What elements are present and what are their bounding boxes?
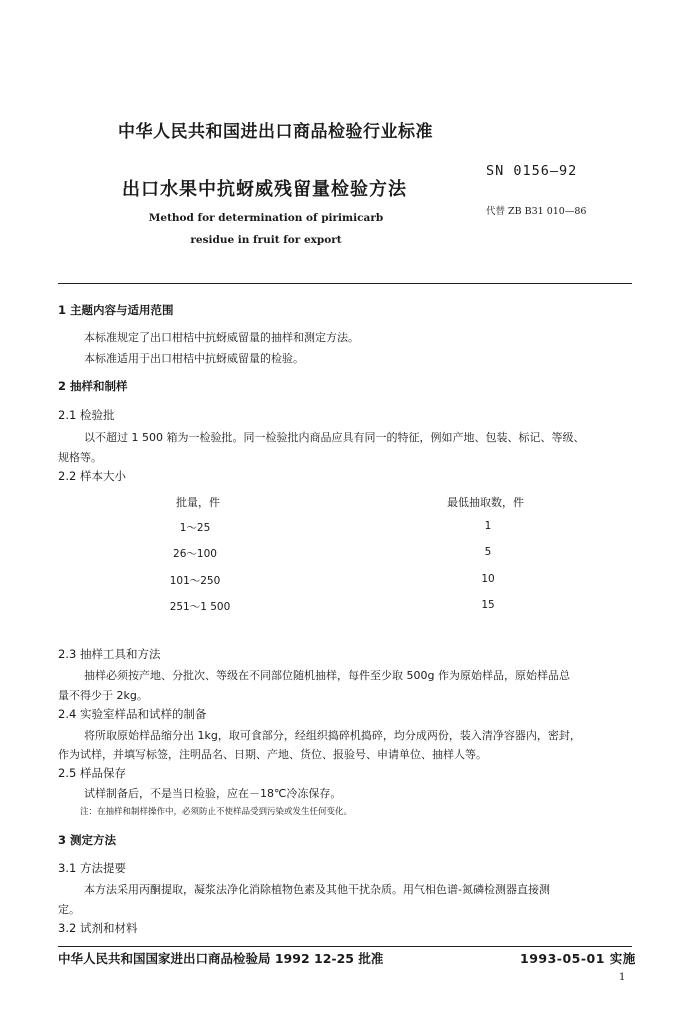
section-3-2-heading: 3.2 试剂和材料 (58, 921, 138, 935)
section-2-2-heading: 2.2 样本大小 (58, 469, 126, 483)
section-2-5-note: 注：在抽样和制样操作中，必须防止不使样品受到污染或发生任何变化。 (80, 807, 353, 817)
page-number: 1 (619, 972, 626, 983)
section-3-1-heading: 3.1 方法提要 (58, 861, 126, 875)
section-2-4-line-1: 将所取原始样品缩分出 1kg，取可食部分，经组织捣碎机捣碎，均分成两份，装入清净容器内，密封， (84, 729, 581, 742)
section-2-4-heading: 2.4 实验室样品和试样的制备 (58, 707, 207, 721)
section-1-paragraph-1: 本标准规定了出口柑桔中抗蚜威留量的抽样和测定方法。 (84, 331, 359, 344)
section-2-heading: 2 抽样和制样 (58, 379, 128, 393)
standard-category: 中华人民共和国进出口商品检验行业标准 (118, 122, 433, 142)
footer-divider (58, 946, 632, 947)
section-2-1-line-2: 规格等。 (58, 451, 102, 464)
header-divider (58, 283, 632, 284)
english-title-line2: residue in fruit for export (190, 234, 342, 246)
table-cell-min: 1 (484, 520, 492, 532)
table-cell-min: 15 (481, 599, 495, 611)
table-cell-min: 10 (481, 573, 495, 585)
table-cell-lot: 1～25 (179, 522, 211, 534)
section-2-5-heading: 2.5 样品保存 (58, 766, 126, 780)
section-3-heading: 3 测定方法 (58, 833, 117, 847)
section-2-3-line-2: 量不得少于 2kg。 (58, 689, 148, 702)
section-1-paragraph-2: 本标准适用于出口柑桔中抗蚜威留量的检验。 (84, 352, 304, 365)
document-title: 出口水果中抗蚜威残留量检验方法 (122, 179, 407, 200)
table-cell-lot: 26～100 (173, 548, 217, 560)
section-3-1-line-1: 本方法采用丙酮提取，凝浆法净化消除植物色素及其他干扰杂质。用气相色谱-氮磷检测器直接测 (84, 883, 550, 896)
section-2-3-line-1: 抽样必须按产地、分批次、等级在不同部位随机抽样，每件至少取 500g 作为原始样品，原始样品总 (84, 669, 570, 682)
section-2-1-line-1: 以不超过 1 500 箱为一检验批。同一检验批内商品应具有同一的特征，例如产地、包装、标记、等级、 (84, 431, 585, 444)
table-header-min: 最低抽取数，件 (447, 496, 524, 509)
section-2-1-heading: 2.1 检验批 (58, 408, 115, 422)
section-2-3-heading: 2.3 抽样工具和方法 (58, 647, 161, 661)
section-1-heading: 1 主题内容与适用范围 (58, 303, 174, 317)
section-3-1-line-2: 定。 (58, 903, 80, 916)
standard-number: SN 0156—92 (486, 163, 578, 179)
table-cell-lot: 251～1 500 (169, 601, 231, 613)
replaces-standard: 代替 ZB B31 010—86 (486, 206, 587, 217)
table-header-lot: 批量，件 (176, 496, 220, 509)
section-2-4-line-2: 作为试样，并填写标签，注明品名、日期、产地、货位、报验号、申请单位、抽样人等。 (58, 748, 487, 761)
table-cell-min: 5 (484, 546, 492, 558)
footer-effective-date: 1993-05-01 实施 (520, 951, 636, 966)
english-title-line1: Method for determination of pirimicarb (148, 212, 384, 224)
section-2-5-paragraph: 试样制备后，不是当日检验，应在－18℃冷冻保存。 (84, 787, 342, 800)
table-cell-lot: 101～250 (169, 575, 221, 587)
footer-issuer: 中华人民共和国国家进出口商品检验局 1992 12-25 批准 (58, 951, 384, 966)
